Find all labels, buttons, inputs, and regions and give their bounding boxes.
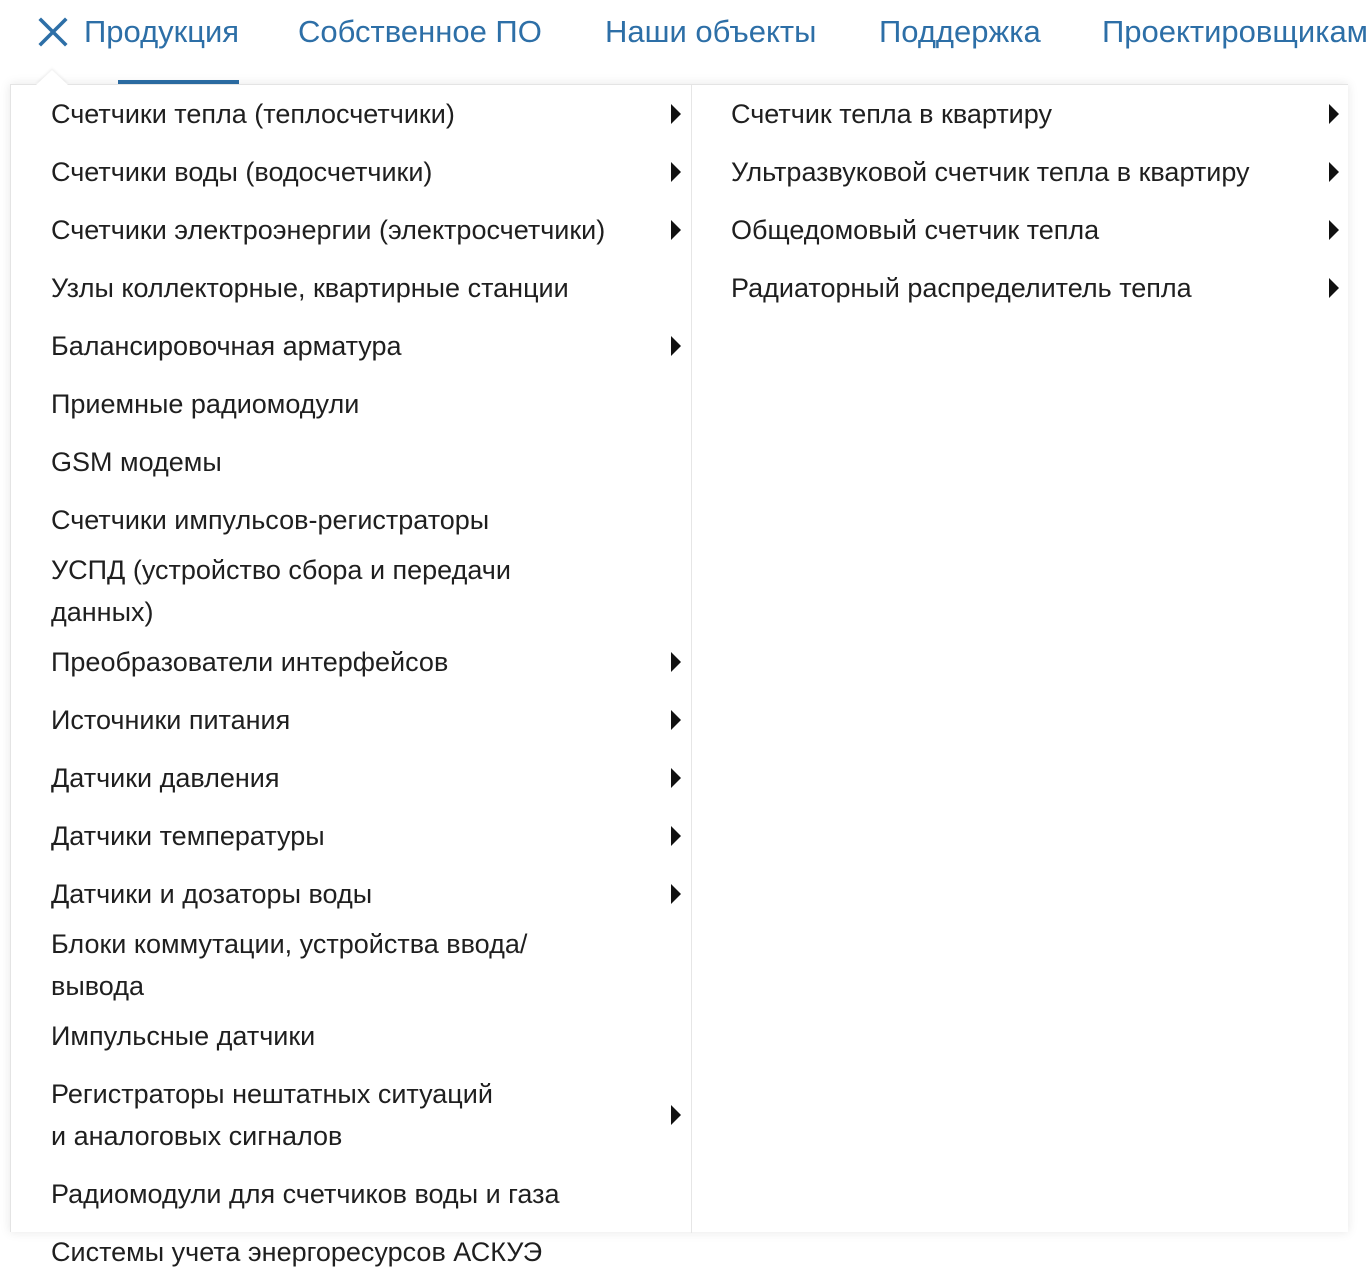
products-dropdown bbox=[10, 84, 1348, 1267]
chevron-right-icon bbox=[671, 104, 681, 124]
menu-item-water-meters[interactable] bbox=[51, 143, 681, 201]
menu-item-power-supplies[interactable] bbox=[51, 691, 681, 749]
menu-item-label: Источники питания bbox=[51, 705, 291, 735]
menu-item-label: GSM модемы bbox=[51, 447, 222, 477]
menu-item-pulse-counters[interactable] bbox=[51, 491, 681, 549]
menu-item-label: Датчики и дозаторы воды bbox=[51, 879, 373, 909]
chevron-right-icon bbox=[671, 884, 681, 904]
menu-item-label: Датчики температуры bbox=[51, 821, 325, 851]
subcategory-list bbox=[731, 85, 1339, 317]
menu-item-label: Импульсные датчики bbox=[51, 1021, 316, 1051]
menu-item-heat-meters[interactable] bbox=[51, 85, 681, 143]
submenu-item-ultrasonic-heat-meter[interactable] bbox=[731, 143, 1339, 201]
chevron-right-icon bbox=[1329, 220, 1339, 240]
menu-item-electricity-meters[interactable] bbox=[51, 201, 681, 259]
menu-item-label: Радиаторный распределитель тепла bbox=[731, 273, 1192, 303]
menu-item-label: Преобразователи интерфейсов bbox=[51, 647, 449, 677]
nav-item-designers[interactable] bbox=[1102, 0, 1368, 84]
menu-item-temperature-sensors[interactable] bbox=[51, 807, 681, 865]
chevron-right-icon bbox=[671, 652, 681, 672]
menu-item-label: Счетчики электроэнергии (электросчетчики) bbox=[51, 215, 606, 245]
chevron-right-icon bbox=[671, 826, 681, 846]
chevron-right-icon bbox=[1329, 278, 1339, 298]
chevron-right-icon bbox=[1329, 162, 1339, 182]
chevron-right-icon bbox=[671, 162, 681, 182]
chevron-right-icon bbox=[671, 220, 681, 240]
submenu-item-building-heat-meter[interactable] bbox=[731, 201, 1339, 259]
menu-item-switching-blocks[interactable] bbox=[51, 923, 681, 1007]
top-navigation bbox=[0, 0, 1368, 84]
submenu-item-radiator-distributor[interactable] bbox=[731, 259, 1339, 317]
menu-item-label: Датчики давления bbox=[51, 763, 280, 793]
nav-item-software[interactable] bbox=[298, 0, 542, 84]
menu-item-pulse-sensors[interactable] bbox=[51, 1007, 681, 1065]
category-list bbox=[51, 85, 681, 1281]
menu-item-label: Счетчики импульсов-регистраторы bbox=[51, 505, 490, 535]
chevron-right-icon bbox=[671, 710, 681, 730]
menu-item-label: Счетчики воды (водосчетчики) bbox=[51, 157, 433, 187]
menu-item-gsm-modems[interactable] bbox=[51, 433, 681, 491]
menu-item-label: Ультразвуковой счетчик тепла в квартиру bbox=[731, 157, 1250, 187]
menu-item-label: Приемные радиомодули bbox=[51, 389, 360, 419]
menu-item-label: Блоки коммутации, устройства ввода/вывода bbox=[51, 929, 528, 1001]
menu-item-radio-modules[interactable] bbox=[51, 1165, 681, 1223]
nav-item-label: Проектировщикам bbox=[1102, 14, 1368, 49]
chevron-right-icon bbox=[671, 336, 681, 356]
menu-item-label: Узлы коллекторные, квартирные станции bbox=[51, 273, 569, 303]
chevron-right-icon bbox=[1329, 104, 1339, 124]
submenu-item-apartment-heat-meter[interactable] bbox=[731, 85, 1339, 143]
nav-item-support[interactable] bbox=[879, 0, 1041, 84]
nav-item-projects[interactable] bbox=[605, 0, 816, 84]
nav-item-label: Наши объекты bbox=[605, 14, 817, 49]
menu-item-label: Счетчики тепла (теплосчетчики) bbox=[51, 99, 455, 129]
dropdown-pointer bbox=[36, 70, 68, 85]
chevron-right-icon bbox=[671, 1105, 681, 1125]
menu-item-uspd[interactable] bbox=[51, 549, 681, 633]
menu-item-interface-converters[interactable] bbox=[51, 633, 681, 691]
menu-item-label: Регистраторы нештатных ситуаций и аналоговых сигналов bbox=[51, 1079, 493, 1151]
close-icon[interactable] bbox=[36, 15, 70, 49]
menu-item-label: Радиомодули для счетчиков воды и газа bbox=[51, 1179, 560, 1209]
nav-item-label: Поддержка bbox=[879, 14, 1041, 49]
menu-item-label: Системы учета энергоресурсов АСКУЭ bbox=[51, 1237, 543, 1267]
column-divider bbox=[691, 85, 692, 1233]
menu-item-pressure-sensors[interactable] bbox=[51, 749, 681, 807]
menu-item-collector-units[interactable] bbox=[51, 259, 681, 317]
menu-item-water-sensors[interactable] bbox=[51, 865, 681, 923]
menu-item-label: Счетчик тепла в квартиру bbox=[731, 99, 1052, 129]
menu-item-balancing-valves[interactable] bbox=[51, 317, 681, 375]
menu-item-label: УСПД (устройство сбора и передачи данных) bbox=[51, 555, 511, 627]
chevron-right-icon bbox=[671, 768, 681, 788]
menu-item-event-recorders[interactable] bbox=[51, 1065, 681, 1165]
menu-item-label: Балансировочная арматура bbox=[51, 331, 402, 361]
nav-item-label: Собственное ПО bbox=[298, 14, 542, 49]
menu-item-askue-systems[interactable] bbox=[51, 1223, 681, 1281]
nav-item-label: Продукция bbox=[84, 14, 240, 49]
menu-item-radio-receivers[interactable] bbox=[51, 375, 681, 433]
menu-item-label: Общедомовый счетчик тепла bbox=[731, 215, 1100, 245]
